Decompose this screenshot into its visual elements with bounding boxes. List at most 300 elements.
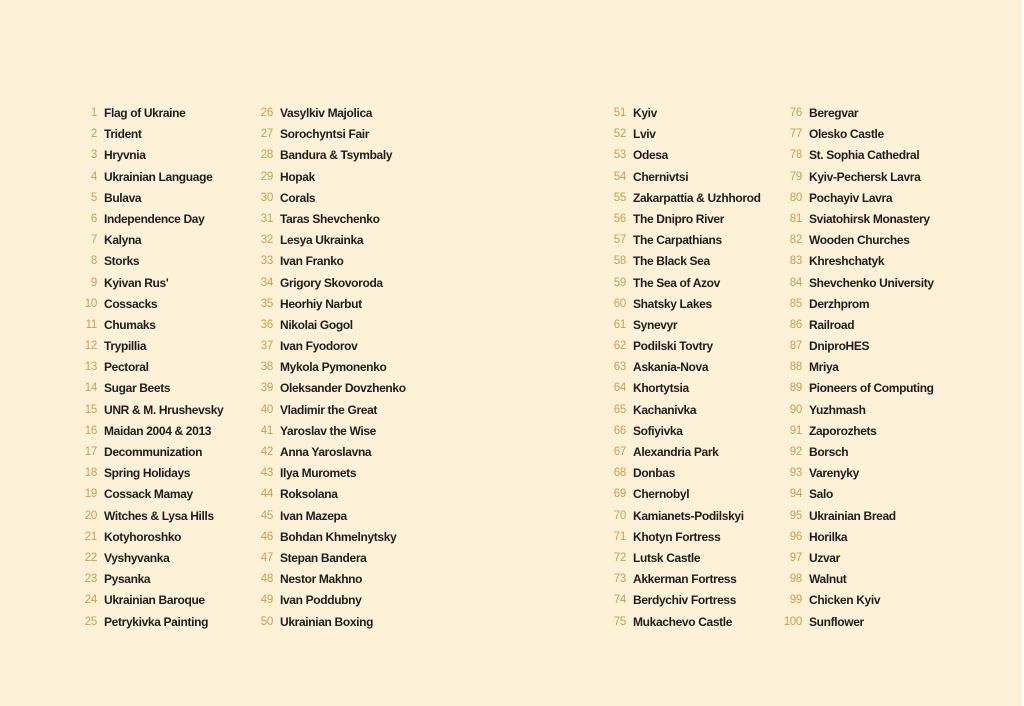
entry-number: 17 (84, 446, 97, 458)
entry-number: 73 (613, 573, 626, 586)
index-entry (776, 612, 934, 633)
entry-number: 99 (789, 594, 802, 607)
entry-number: 47 (260, 551, 273, 564)
entry-number: 34 (260, 276, 273, 289)
entry-number: 82 (789, 234, 802, 247)
entry-title: St. Sophia Cathedral (809, 148, 920, 163)
entry-title: Mykola Pymonenko (280, 360, 387, 375)
index-entry (776, 315, 934, 336)
entry-title: Alexandria Park (633, 445, 719, 459)
entry-title: Ukrainian Boxing (280, 614, 374, 629)
entry-number: 94 (789, 488, 802, 501)
index-entry (71, 378, 223, 399)
entry-title: Ivan Franko (280, 254, 344, 269)
index-entry (247, 209, 406, 230)
entry-title: Donbas (633, 466, 675, 481)
entry-number: 76 (789, 107, 802, 119)
entry-title: Ivan Poddubny (280, 593, 362, 608)
index-entry (247, 357, 406, 378)
entry-number: 54 (613, 170, 626, 183)
entry-number: 85 (789, 297, 802, 310)
entry-title: The Dnipro River (633, 211, 725, 226)
entry-number: 11 (85, 318, 97, 331)
entry-number: 95 (789, 509, 802, 522)
entry-title: Kotyhoroshko (104, 529, 182, 544)
index-entry (776, 463, 934, 484)
index-entry (776, 400, 934, 421)
entry-title: Nestor Makhno (280, 572, 363, 587)
entry-title: Walnut (809, 572, 847, 587)
entry-title: Spring Holidays (104, 466, 191, 481)
entry-number: 88 (789, 361, 802, 374)
index-entry (71, 442, 223, 463)
entry-number: 46 (260, 530, 273, 543)
entry-number: 13 (84, 361, 97, 374)
entry-title: Anna Yaroslavna (280, 445, 372, 459)
index-entry (71, 103, 223, 124)
entry-title: Sugar Beets (104, 381, 171, 396)
entry-title: Ukrainian Language (104, 169, 213, 184)
index-entry (247, 145, 406, 166)
entry-title: Synevyr (633, 317, 678, 332)
entry-title: Corals (280, 190, 316, 205)
entry-number: 1 (90, 107, 97, 119)
entry-number: 89 (789, 382, 802, 395)
index-entry (600, 463, 761, 484)
index-entry (247, 378, 406, 399)
entry-title: Pectoral (104, 360, 149, 375)
entry-title: Chernivtsi (633, 169, 689, 184)
index-entry (776, 421, 934, 442)
index-entry (600, 251, 761, 272)
index-entry (776, 103, 934, 124)
entry-title: Ivan Fyodorov (280, 339, 358, 354)
entry-title: DniproHES (809, 339, 870, 354)
entry-title: Grigory Skovoroda (280, 275, 383, 290)
entry-number: 98 (789, 573, 802, 586)
entry-title: Cossack Mamay (104, 487, 193, 502)
entry-title: The Carpathians (633, 233, 722, 248)
entry-title: Varenyky (809, 466, 859, 481)
entry-title: Bulava (104, 190, 142, 205)
index-entry (71, 145, 223, 166)
index-entry (247, 294, 406, 315)
index-entry (776, 124, 934, 145)
entry-title: Podilski Tovtry (633, 339, 713, 354)
entry-number: 45 (260, 509, 273, 522)
entry-title: Wooden Churches (809, 233, 910, 248)
entry-title: Pysanka (104, 572, 151, 587)
entry-number: 72 (613, 551, 626, 564)
entry-title: Decommunization (104, 445, 203, 459)
entry-number: 79 (789, 170, 802, 183)
index-entry (247, 251, 406, 272)
index-entry (247, 315, 406, 336)
entry-number: 92 (789, 446, 802, 458)
entry-number: 8 (90, 255, 97, 268)
index-entry (776, 357, 934, 378)
index-entry (247, 527, 406, 548)
entry-number: 91 (789, 424, 802, 437)
index-entry (600, 484, 761, 505)
entry-number: 80 (789, 191, 802, 204)
index-entry (71, 315, 223, 336)
index-entry (247, 167, 406, 188)
index-entry (600, 145, 761, 166)
index-entry (247, 103, 406, 124)
index-column-1 (71, 103, 223, 633)
entry-title: Kamianets-Podilskyi (633, 508, 744, 523)
entry-title: Borsch (809, 445, 849, 459)
entry-number: 74 (613, 594, 626, 607)
entry-title: Maidan 2004 & 2013 (104, 423, 212, 438)
index-entry (600, 506, 761, 527)
entry-number: 64 (613, 382, 626, 395)
index-entry (776, 442, 934, 463)
entry-number: 66 (613, 424, 626, 437)
index-entry (247, 273, 406, 294)
entry-number: 87 (789, 340, 802, 353)
entry-number: 20 (84, 509, 97, 522)
entry-title: Witches & Lysa Hills (104, 508, 214, 523)
entry-number: 50 (260, 615, 273, 628)
index-entry (600, 230, 761, 251)
entry-title: Shevchenko University (809, 275, 934, 290)
index-entry (776, 527, 934, 548)
entry-number: 51 (613, 107, 626, 119)
index-entry (600, 294, 761, 315)
entry-title: Trypillia (104, 339, 147, 354)
entry-number: 25 (84, 615, 97, 628)
entry-title: Vladimir the Great (280, 402, 378, 417)
entry-title: Shatsky Lakes (633, 296, 712, 311)
entry-title: Chernobyl (633, 487, 690, 502)
entry-title: Chicken Kyiv (809, 593, 881, 608)
index-entry (71, 209, 223, 230)
entry-number: 14 (84, 382, 97, 395)
entry-title: The Sea of Azov (633, 275, 720, 290)
index-entry (71, 124, 223, 145)
entry-number: 90 (789, 403, 802, 416)
index-entry (71, 230, 223, 251)
index-entry (71, 484, 223, 505)
entry-title: Sunflower (809, 614, 864, 629)
entry-title: Trident (104, 127, 142, 142)
index-entry (600, 124, 761, 145)
entry-title: Petrykivka Painting (104, 614, 209, 629)
index-entry (600, 209, 761, 230)
entry-number: 63 (613, 361, 626, 374)
index-entry (776, 506, 934, 527)
entry-title: Roksolana (280, 487, 338, 502)
entry-number: 78 (789, 149, 802, 162)
index-column-4 (776, 103, 934, 633)
entry-title: Lutsk Castle (633, 550, 701, 565)
entry-title: Zakarpattia & Uzhhorod (633, 190, 761, 205)
entry-number: 32 (260, 234, 273, 247)
index-entry (600, 421, 761, 442)
entry-title: Derzhprom (809, 296, 870, 311)
entry-number: 59 (613, 276, 626, 289)
entry-title: Oleksander Dovzhenko (280, 381, 406, 396)
entry-number: 68 (613, 467, 626, 480)
entry-number: 12 (84, 340, 97, 353)
entry-number: 16 (84, 424, 97, 437)
index-entry (247, 569, 406, 590)
entry-number: 43 (260, 467, 273, 480)
entry-title: Olesko Castle (809, 127, 884, 142)
entry-title: Kyiv-Pechersk Lavra (809, 169, 921, 184)
index-entry (71, 548, 223, 569)
index-entry (71, 527, 223, 548)
index-entry (71, 251, 223, 272)
entry-title: Askania-Nova (633, 360, 709, 375)
entry-title: Vyshyvanka (104, 550, 170, 565)
entry-title: Mriya (809, 360, 839, 375)
entry-number: 83 (789, 255, 802, 268)
entry-title: Pochayiv Lavra (809, 190, 893, 205)
index-entry (247, 548, 406, 569)
index-entry (600, 188, 761, 209)
index-entry (71, 506, 223, 527)
index-entry (71, 188, 223, 209)
entry-title: Taras Shevchenko (280, 211, 380, 226)
entry-number: 56 (613, 212, 626, 225)
index-column-3 (600, 103, 761, 633)
entry-title: Heorhiy Narbut (280, 296, 362, 311)
index-entry (71, 463, 223, 484)
entry-title: Pioneers of Computing (809, 381, 934, 396)
index-entry (71, 273, 223, 294)
index-entry (600, 357, 761, 378)
entry-number: 6 (90, 212, 97, 225)
entry-title: Ukrainian Baroque (104, 593, 205, 608)
entry-number: 71 (613, 530, 626, 543)
entry-title: Cossacks (104, 296, 158, 311)
index-entry (776, 273, 934, 294)
index-entry (776, 378, 934, 399)
index-entry (71, 569, 223, 590)
entry-title: Horilka (809, 529, 848, 544)
entry-title: Nikolai Gogol (280, 317, 353, 332)
index-column-2 (247, 103, 406, 633)
entry-title: Vasylkiv Majolica (280, 106, 373, 120)
entry-title: Yaroslav the Wise (280, 423, 376, 438)
entry-number: 53 (613, 149, 626, 162)
entry-number: 21 (84, 530, 97, 543)
entry-title: Akkerman Fortress (633, 572, 737, 587)
entry-title: UNR & M. Hrushevsky (104, 402, 224, 417)
index-entry (247, 124, 406, 145)
index-entry (71, 167, 223, 188)
entry-title: Storks (104, 254, 140, 269)
entry-number: 60 (613, 297, 626, 310)
entry-number: 33 (260, 255, 273, 268)
entry-title: Hryvnia (104, 148, 146, 163)
index-entry (71, 421, 223, 442)
entry-title: Sviatohirsk Monastery (809, 211, 930, 226)
index-entry (247, 336, 406, 357)
entry-title: Berdychiv Fortress (633, 593, 737, 608)
index-entry (600, 527, 761, 548)
entry-number: 62 (613, 340, 626, 353)
entry-number: 3 (90, 149, 97, 162)
entry-number: 26 (260, 107, 273, 119)
index-entry (776, 548, 934, 569)
entry-title: Stepan Bandera (280, 550, 367, 565)
entry-title: Sorochyntsi Fair (280, 127, 370, 142)
index-entry (776, 145, 934, 166)
entry-number: 65 (613, 403, 626, 416)
index-entry (600, 336, 761, 357)
entry-number: 22 (84, 551, 97, 564)
entry-title: Yuzhmash (809, 402, 866, 417)
index-entry (247, 188, 406, 209)
index-entry (71, 357, 223, 378)
index-entry (776, 569, 934, 590)
entry-number: 30 (260, 191, 273, 204)
entry-number: 24 (84, 594, 97, 607)
index-entry (247, 506, 406, 527)
index-entry (776, 251, 934, 272)
index-entry (600, 315, 761, 336)
entry-number: 44 (260, 488, 273, 501)
entry-title: Chumaks (104, 317, 156, 332)
entry-number: 49 (260, 594, 273, 607)
index-entry (71, 612, 223, 633)
entry-number: 29 (260, 170, 273, 183)
entry-number: 5 (90, 191, 97, 204)
entry-number: 38 (260, 361, 273, 374)
entry-number: 97 (789, 551, 802, 564)
entry-number: 15 (84, 403, 97, 416)
entry-number: 75 (613, 615, 626, 628)
entry-title: Flag of Ukraine (104, 106, 186, 120)
entry-title: Khreshchatyk (809, 254, 885, 269)
index-entry (247, 230, 406, 251)
index-entry (71, 294, 223, 315)
entry-title: Beregvar (809, 106, 859, 120)
entry-number: 100 (783, 615, 802, 628)
entry-number: 23 (84, 573, 97, 586)
entry-number: 96 (789, 530, 802, 543)
entry-title: Railroad (809, 317, 855, 332)
entry-number: 18 (84, 467, 97, 480)
index-entry (776, 230, 934, 251)
entry-number: 41 (260, 424, 273, 437)
entry-title: Kachanivka (633, 402, 697, 417)
entry-title: Mukachevo Castle (633, 614, 733, 629)
entry-number: 48 (260, 573, 273, 586)
index-entry (71, 400, 223, 421)
index-entry (247, 463, 406, 484)
entry-number: 2 (90, 128, 97, 141)
entry-number: 35 (260, 297, 273, 310)
entry-number: 86 (789, 318, 802, 331)
index-entry (247, 400, 406, 421)
index-entry (600, 273, 761, 294)
entry-number: 19 (84, 488, 97, 501)
entry-number: 10 (84, 297, 97, 310)
entry-number: 36 (260, 318, 273, 331)
entry-number: 37 (260, 340, 273, 353)
index-entry (600, 590, 761, 611)
entry-number: 42 (260, 446, 273, 458)
entry-number: 57 (613, 234, 626, 247)
index-entry (600, 400, 761, 421)
entry-title: Ukrainian Bread (809, 508, 896, 523)
entry-number: 84 (789, 276, 802, 289)
index-entry (600, 167, 761, 188)
index-entry (600, 378, 761, 399)
entry-number: 27 (260, 128, 273, 141)
index-entry (71, 336, 223, 357)
entry-title: Lesya Ukrainka (280, 233, 364, 248)
index-entry (247, 590, 406, 611)
index-entry (247, 612, 406, 633)
entry-title: Kyiv (633, 106, 657, 120)
index-entry (776, 188, 934, 209)
entry-number: 4 (90, 170, 97, 183)
entry-title: Bohdan Khmelnytsky (280, 529, 397, 544)
index-entry (776, 336, 934, 357)
index-entry (600, 548, 761, 569)
entry-title: Sofiyivka (633, 423, 683, 438)
index-entry (247, 421, 406, 442)
entry-number: 58 (613, 255, 626, 268)
index-entry (776, 484, 934, 505)
entry-title: Bandura & Tsymbaly (280, 148, 393, 163)
index-entry (600, 569, 761, 590)
entry-title: The Black Sea (633, 254, 710, 269)
entry-title: Ivan Mazepa (280, 508, 347, 523)
entry-number: 39 (260, 382, 273, 395)
entry-title: Independence Day (104, 211, 205, 226)
entry-number: 67 (613, 446, 626, 458)
entry-number: 7 (90, 234, 97, 247)
index-entry (776, 294, 934, 315)
index-entry (71, 590, 223, 611)
index-entry (776, 209, 934, 230)
index-entry (776, 167, 934, 188)
entry-number: 40 (260, 403, 273, 416)
entry-number: 61 (613, 318, 626, 331)
entry-title: Hopak (280, 169, 315, 184)
entry-number: 9 (90, 276, 97, 289)
entry-title: Zaporozhets (809, 423, 877, 438)
index-entry (247, 484, 406, 505)
index-entry (600, 612, 761, 633)
entry-number: 69 (613, 488, 626, 501)
entry-title: Odesa (633, 148, 668, 163)
index-entry (247, 442, 406, 463)
entry-number: 31 (260, 212, 273, 225)
entry-number: 52 (613, 128, 626, 141)
entry-number: 70 (613, 509, 626, 522)
index-entry (600, 103, 761, 124)
entry-title: Ilya Muromets (280, 466, 357, 481)
entry-number: 55 (613, 191, 626, 204)
entry-title: Kyivan Rus' (104, 275, 169, 290)
entry-number: 28 (260, 149, 273, 162)
entry-title: Uzvar (809, 550, 840, 565)
index-entry (776, 590, 934, 611)
entry-title: Khortytsia (633, 381, 689, 396)
entry-number: 81 (789, 212, 802, 225)
entry-number: 93 (789, 467, 802, 480)
entry-title: Salo (809, 487, 833, 502)
entry-title: Lviv (633, 127, 656, 142)
